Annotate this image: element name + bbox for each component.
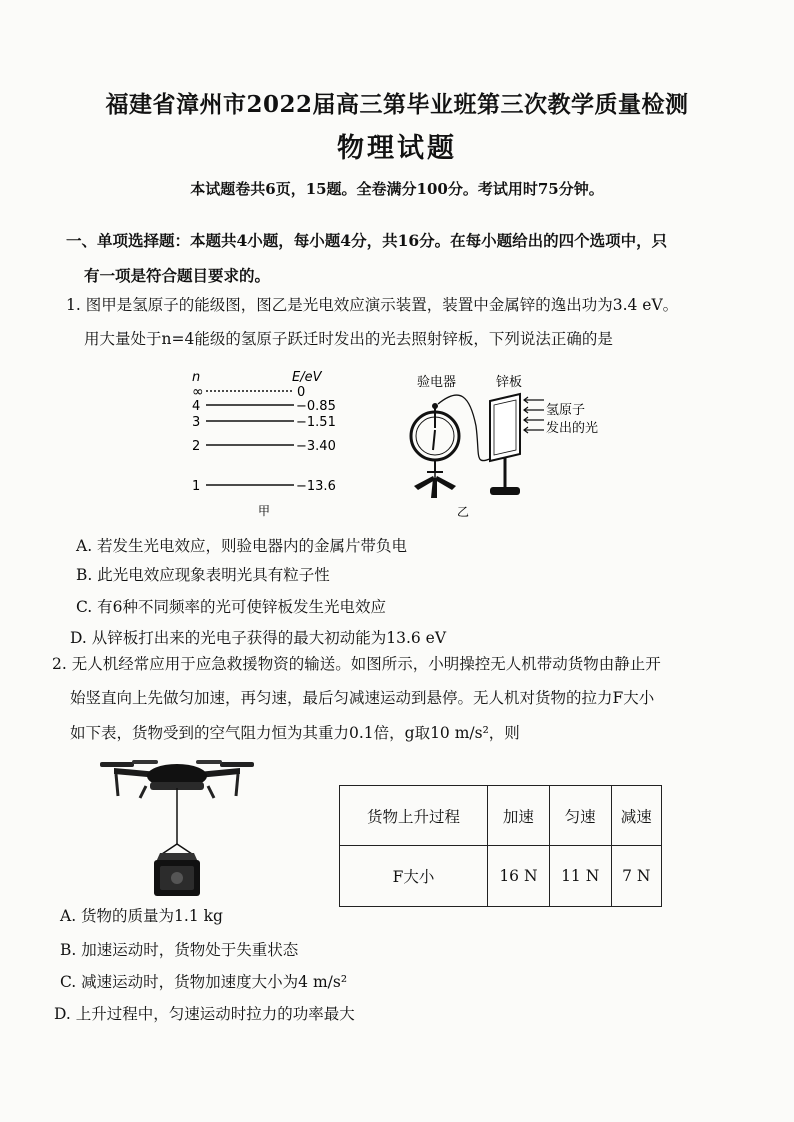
level-e-inf: 0 [297,385,306,400]
table-header-cell: 匀速 [549,786,611,846]
q1-stem-line1: 1. 图甲是氢原子的能级图，图乙是光电效应演示装置，装置中金属锌的逸出功为3.4 eV。 [66,296,679,314]
level-n-inf: ∞ [192,384,204,400]
q1-option-a: A. 若发生光电效应，则验电器内的金属片带负电 [76,537,408,555]
table-cell: F大小 [340,846,488,907]
q1-option-b: B. 此光电效应现象表明光具有粒子性 [76,566,330,584]
electroscope-label: 验电器 [417,375,457,390]
q1-stem-line2: 用大量处于n=4能级的氢原子跃迁时发出的光去照射锌板，下列说法正确的是 [84,330,613,348]
drone-with-cargo-illustration [98,756,258,904]
table-cell: 11 N [549,846,611,907]
table-header-cell: 货物上升过程 [340,786,488,846]
q2-stem-line3: 如下表，货物受到的空气阻力恒为其重力0.1倍，g取10 m/s²，则 [70,724,520,742]
light-arrows [524,397,544,433]
q2-option-a: A. 货物的质量为1.1 kg [60,907,223,925]
energy-axis-label: E/eV [292,370,322,385]
level-n-4: 4 [192,399,201,414]
q2-option-c: C. 减速运动时，货物加速度大小为4 m/s² [60,973,348,991]
electroscope-icon [411,403,459,498]
light-label-line1: 氢原子 [546,403,586,418]
level-e-4: −0.85 [296,399,336,414]
level-e-1: −13.6 [296,479,336,494]
section-heading-line2: 有一项是符合题目要求的。 [84,266,271,285]
n-axis-label: n [192,370,201,385]
figure-yi-caption: 乙 [457,505,470,519]
cargo-bag-icon [154,844,200,896]
level-n-3: 3 [192,415,201,430]
zinc-plate-icon [490,394,520,495]
light-label-line2: 发出的光 [546,421,599,436]
exam-info: 本试题卷共6页，15题。全卷满分100分。考试用时75分钟。 [190,180,604,198]
figure-jia-caption: 甲 [258,504,271,518]
table-cell: 16 N [488,846,550,907]
level-e-3: −1.51 [296,415,336,430]
q1-option-d: D. 从锌板打出来的光电子获得的最大初动能为13.6 eV [70,629,447,647]
level-n-1: 1 [192,479,201,494]
zinc-plate-label: 锌板 [496,375,523,390]
exam-subject: 物理试题 [337,133,457,164]
energy-level-diagram [180,360,360,520]
force-table [339,785,662,907]
q1-option-c: C. 有6种不同频率的光可使锌板发生光电效应 [76,598,387,616]
photoelectric-apparatus-diagram [400,366,640,521]
table-header-cell: 减速 [611,786,661,846]
q2-option-b: B. 加速运动时，货物处于失重状态 [60,941,299,959]
q2-stem-line2: 始竖直向上先做匀加速，再匀速，最后匀减速运动到悬停。无人机对货物的拉力F大小 [70,689,655,707]
q2-option-d: D. 上升过程中，匀速运动时拉力的功率最大 [54,1005,355,1023]
table-row [340,786,662,846]
q2-stem-line1: 2. 无人机经常应用于应急救援物资的输送。如图所示，小明操控无人机带动货物由静止开 [52,655,661,673]
section-heading-line1: 一、单项选择题：本题共4小题，每小题4分，共16分。在每小题给出的四个选项中，只 [66,231,668,250]
table-cell: 7 N [611,846,661,907]
table-header-cell: 加速 [488,786,550,846]
table-row [340,846,662,907]
exam-title: 福建省漳州市2022届高三第毕业班第三次教学质量检测 [105,91,689,118]
level-e-2: −3.40 [296,439,336,454]
level-n-2: 2 [192,439,201,454]
